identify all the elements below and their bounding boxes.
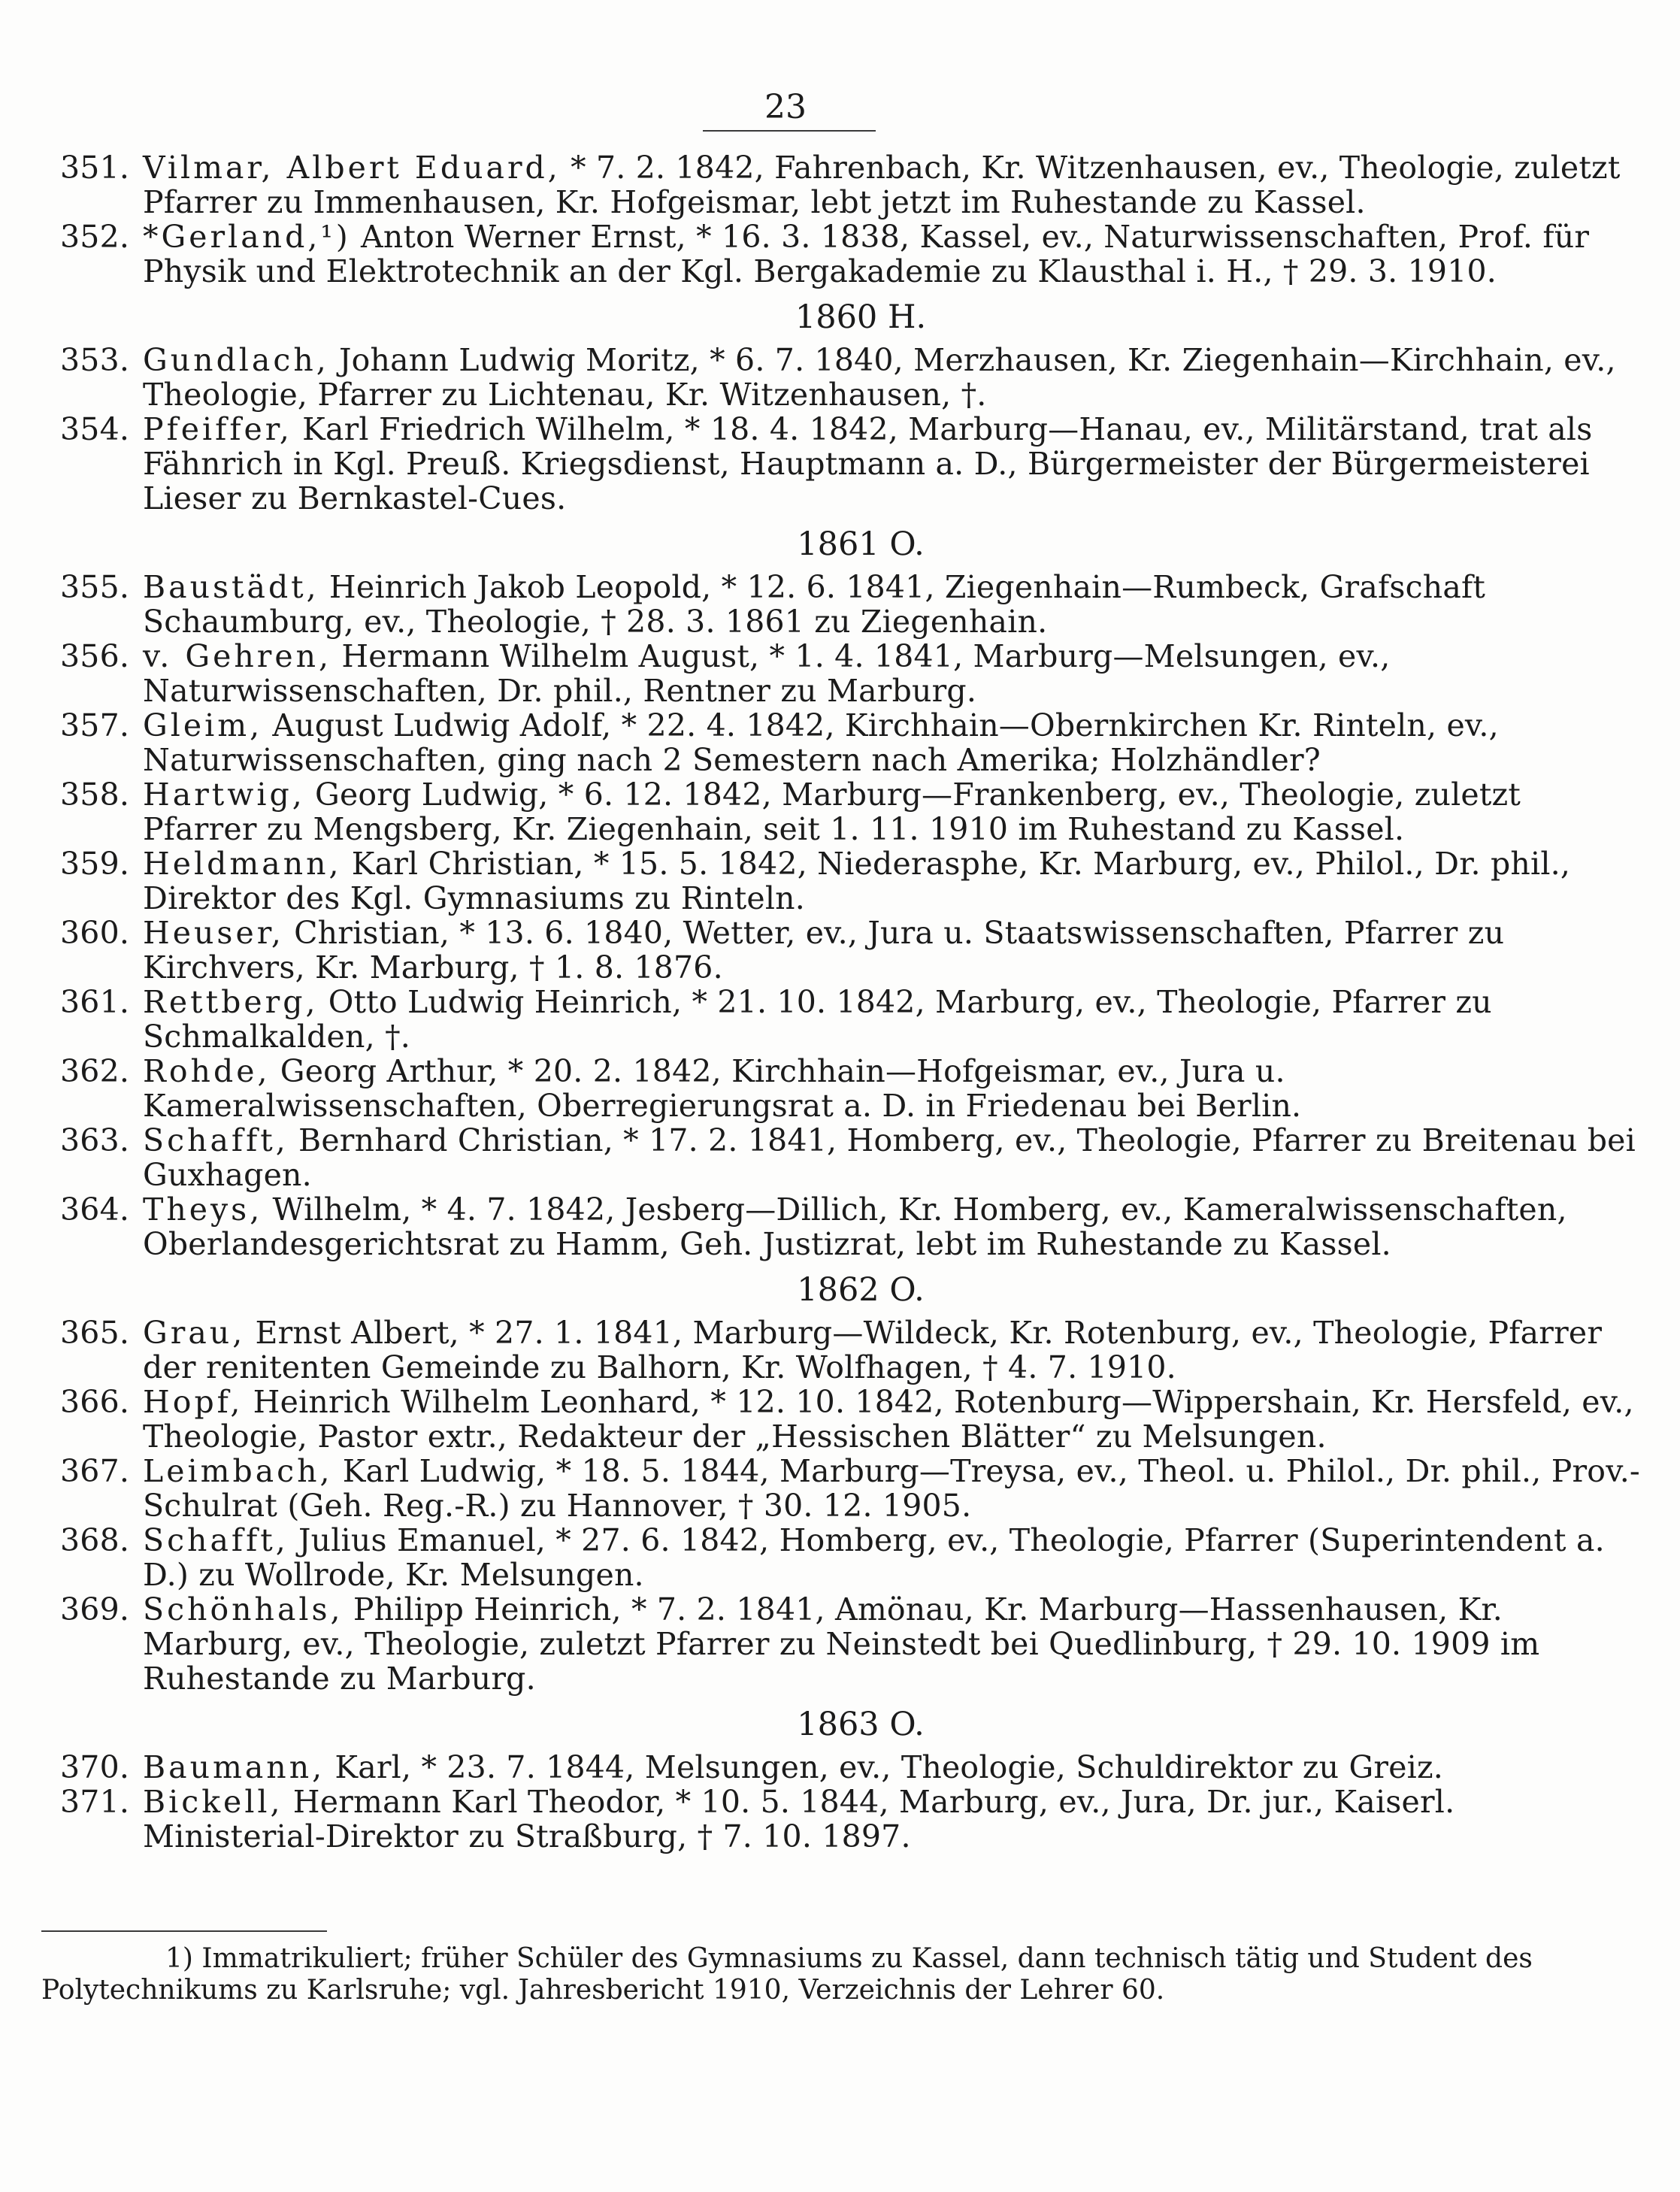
entry-number: 369. xyxy=(60,1591,130,1627)
entry-name: Schafft, xyxy=(143,1122,289,1158)
entry-name: Schönhals, xyxy=(143,1591,344,1627)
entry-details: Hermann Wilhelm August, * 1. 4. 1841, Marburg—Melsungen, ev., Naturwissenschaften, Dr. phil., Rentner zu Marburg. xyxy=(143,638,1391,709)
entry-number: 357. xyxy=(60,707,130,743)
register-entry xyxy=(41,708,1642,777)
entry-details: Julius Emanuel, * 27. 6. 1842, Homberg, ev., Theologie, Pfarrer (Superintendent a. D.) zu Wollrode, Kr. Melsungen. xyxy=(143,1522,1605,1593)
entry-details: Otto Ludwig Heinrich, * 21. 10. 1842, Marburg, ev., Theologie, Pfarrer zu Schmalkalden, †. xyxy=(143,984,1492,1055)
entry-details: * 7. 2. 1842, Fahrenbach, Kr. Witzenhausen, ev., Theologie, zuletzt Pfarrer zu Immenhausen, Kr. Hofgeismar, lebt jetzt im Ruhestande zu Kassel. xyxy=(143,150,1621,220)
entry-name: Hartwig, xyxy=(143,777,305,813)
entry-name: Bickell, xyxy=(143,1784,283,1820)
entry-details: August Ludwig Adolf, * 22. 4. 1842, Kirchhain—Obernkirchen Kr. Rinteln, ev., Naturwissenschaften, ging nach 2 Semestern nach Amerika; Holzhändler? xyxy=(143,707,1499,778)
entry-number: 354. xyxy=(60,411,130,447)
register-entry xyxy=(41,1785,1642,1854)
entry-details: Bernhard Christian, * 17. 2. 1841, Homberg, ev., Theologie, Pfarrer zu Breitenau bei Guxhagen. xyxy=(143,1122,1636,1193)
register-entry xyxy=(41,1592,1642,1696)
entry-details: Johann Ludwig Moritz, * 6. 7. 1840, Merzhausen, Kr. Ziegenhain—Kirchhain, ev., Theologie, Pfarrer zu Lichtenau, Kr. Witzenhausen, †. xyxy=(143,342,1616,413)
page-number-rule xyxy=(703,130,876,132)
entry-name: Baustädt, xyxy=(143,569,319,605)
entry-number: 351. xyxy=(60,150,130,186)
register-entry xyxy=(41,777,1642,846)
entry-number: 353. xyxy=(60,342,130,378)
register-entry xyxy=(41,846,1642,916)
entry-name: Theys, xyxy=(143,1191,263,1228)
entry-number: 368. xyxy=(60,1522,130,1558)
register-entry xyxy=(41,1316,1642,1385)
register-entry xyxy=(41,150,1642,220)
entry-number: 361. xyxy=(60,984,130,1020)
entry-details: Georg Arthur, * 20. 2. 1842, Kirchhain—Hofgeismar, ev., Jura u. Kameralwissenschaften, Oberregierungsrat a. D. in Friedenau bei Berlin. xyxy=(143,1053,1302,1124)
register-entry xyxy=(41,1123,1642,1192)
entry-details: Heinrich Wilhelm Leonhard, * 12. 10. 1842, Rotenburg—Wippershain, Kr. Hersfeld, ev., Theologie, Pastor extr., Redakteur der „Hessischen Blätter“ zu Melsungen. xyxy=(143,1384,1634,1455)
entry-details: Hermann Karl Theodor, * 10. 5. 1844, Marburg, ev., Jura, Dr. jur., Kaiserl. Ministerial-Direktor zu Straßburg, † 7. 10. 1897. xyxy=(143,1784,1455,1854)
entry-details: Anton Werner Ernst, * 16. 3. 1838, Kassel, ev., Naturwissenschaften, Prof. für Physik und Elektrotechnik an der Kgl. Bergakademie zu Klausthal i. H., † 29. 3. 1910. xyxy=(143,219,1590,289)
entry-number: 358. xyxy=(60,777,130,813)
entry-number: 365. xyxy=(60,1315,130,1351)
entry-number: 367. xyxy=(60,1453,130,1489)
entry-number: 352. xyxy=(60,219,130,255)
entry-details: Ernst Albert, * 27. 1. 1841, Marburg—Wildeck, Kr. Rotenburg, ev., Theologie, Pfarrer der renitenten Gemeinde zu Balhorn, Kr. Wolfhagen, † 4. 7. 1910. xyxy=(143,1315,1603,1385)
register-entry xyxy=(41,1750,1642,1785)
entry-name: Vilmar, Albert Eduard, xyxy=(143,150,561,186)
page-number: 23 xyxy=(764,88,807,126)
register-entry xyxy=(41,570,1642,639)
entry-details: Karl Ludwig, * 18. 5. 1844, Marburg—Treysa, ev., Theol. u. Philol., Dr. phil., Prov.-Schulrat (Geh. Reg.-R.) zu Hannover, † 30. 12. 1905. xyxy=(143,1453,1640,1524)
register-entry xyxy=(41,1454,1642,1523)
entry-details: Wilhelm, * 4. 7. 1842, Jesberg—Dillich, Kr. Homberg, ev., Kameralwissenschaften, Oberlandesgerichtsrat zu Hamm, Geh. Justizrat, lebt im Ruhestande zu Kassel. xyxy=(143,1191,1567,1262)
entry-name: Grau, xyxy=(143,1315,246,1351)
entry-details: Karl Christian, * 15. 5. 1842, Niederasphe, Kr. Marburg, ev., Philol., Dr. phil., Direktor des Kgl. Gymnasiums zu Rinteln. xyxy=(143,846,1571,916)
entry-number: 360. xyxy=(60,915,130,951)
footnote-rule xyxy=(41,1930,327,1932)
entry-name: *Gerland,¹) xyxy=(143,219,351,255)
entry-details: Georg Ludwig, * 6. 12. 1842, Marburg—Frankenberg, ev., Theologie, zuletzt Pfarrer zu Mengsberg, Kr. Ziegenhain, seit 1. 11. 1910 im Ruhestand zu Kassel. xyxy=(143,777,1521,847)
entry-name: v. Gehren, xyxy=(143,638,332,674)
entry-number: 355. xyxy=(60,569,130,605)
entry-name: Heldmann, xyxy=(143,846,342,882)
register-entry xyxy=(41,220,1642,289)
entry-details: Philipp Heinrich, * 7. 2. 1841, Amönau, Kr. Marburg—Hassenhausen, Kr. Marburg, ev., Theologie, zuletzt Pfarrer zu Neinstedt bei Quedlinburg, † 29. 10. 1909 im Ruhestande zu Marburg. xyxy=(143,1591,1540,1697)
entry-number: 366. xyxy=(60,1384,130,1420)
entry-number: 363. xyxy=(60,1122,130,1158)
entry-name: Pfeiffer, xyxy=(143,411,292,447)
entry-name: Schafft, xyxy=(143,1522,289,1558)
entry-number: 359. xyxy=(60,846,130,882)
entry-name: Heuser, xyxy=(143,915,284,951)
entry-name: Hopf, xyxy=(143,1384,244,1420)
register-entry xyxy=(41,1385,1642,1454)
year-heading: 1860 H. xyxy=(795,298,927,336)
entry-details: Karl, * 23. 7. 1844, Melsungen, ev., Theologie, Schuldirektor zu Greiz. xyxy=(325,1749,1444,1785)
register-entry xyxy=(41,985,1642,1054)
entry-number: 364. xyxy=(60,1191,130,1228)
register-entry xyxy=(41,1192,1642,1261)
entry-number: 356. xyxy=(60,638,130,674)
entry-name: Gleim, xyxy=(143,707,263,743)
register-entry xyxy=(41,639,1642,708)
register-entry xyxy=(41,412,1642,516)
register-entry xyxy=(41,1054,1642,1123)
year-heading: 1863 O. xyxy=(797,1706,925,1743)
entry-details: Heinrich Jakob Leopold, * 12. 6. 1841, Ziegenhain—Rumbeck, Grafschaft Schaumburg, ev., Theologie, † 28. 3. 1861 zu Ziegenhain. xyxy=(143,569,1486,640)
entry-name: Leimbach, xyxy=(143,1453,333,1489)
entry-name: Rohde, xyxy=(143,1053,271,1089)
entry-details: Karl Friedrich Wilhelm, * 18. 4. 1842, Marburg—Hanau, ev., Militärstand, trat als Fähnrich in Kgl. Preuß. Kriegsdienst, Hauptmann a. D., Bürgermeister der Bürgermeisterei Lieser zu Bernkastel-Cues. xyxy=(143,411,1593,516)
register-entry xyxy=(41,916,1642,985)
entry-name: Gundlach, xyxy=(143,342,329,378)
entry-number: 362. xyxy=(60,1053,130,1089)
entry-number: 371. xyxy=(60,1784,130,1820)
entry-name: Baumann, xyxy=(143,1749,325,1785)
year-heading: 1862 O. xyxy=(797,1271,925,1309)
footnote: 1) Immatrikuliert; früher Schüler des Gymnasiums zu Kassel, dann technisch tätig und Student des Polytechnikums zu Karlsruhe; vgl. Jahresbericht 1910, Verzeichnis der Lehrer 60. xyxy=(41,1943,1533,2006)
register-entry xyxy=(41,1523,1642,1592)
register-body xyxy=(41,150,1642,1854)
year-heading: 1861 O. xyxy=(797,525,925,563)
entry-number: 370. xyxy=(60,1749,130,1785)
entry-name: Rettberg, xyxy=(143,984,319,1020)
register-entry xyxy=(41,343,1642,412)
entry-details: Christian, * 13. 6. 1840, Wetter, ev., Jura u. Staatswissenschaften, Pfarrer zu Kirchvers, Kr. Marburg, † 1. 8. 1876. xyxy=(143,915,1505,985)
